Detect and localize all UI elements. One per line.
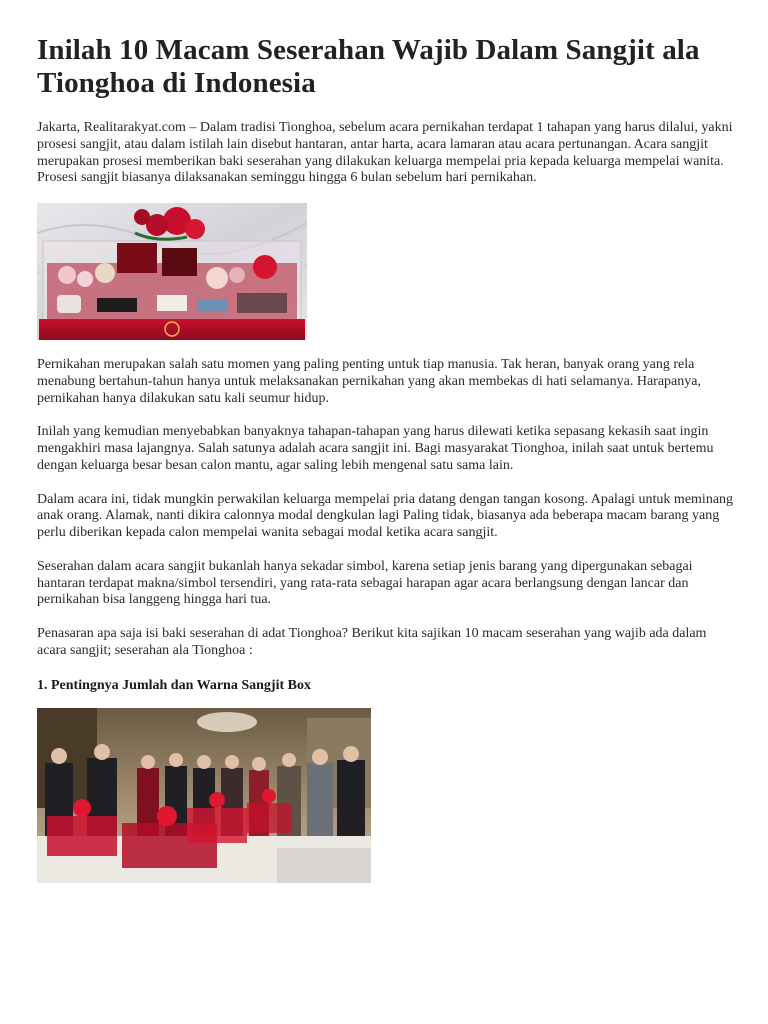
paragraph-6: Penasaran apa saja isi baki seserahan di adat Tionghoa? Berikut kita sajikan 10 macam seserahan yang wajib ada dalam acara sangjit; seserahan ala Tionghoa : (37, 625, 707, 658)
paragraph-5: Seserahan dalam acara sangjit bukanlah hanya sekadar simbol, karena setiap jenis barang yang dipergunakan sebagai hantaran terdapat makna/simbol tersendiri, yang rata-rata sebagai harapan agar acara berlangsung dengan lancar dan pernikahan bisa langgeng hingga hari tua. (37, 558, 693, 608)
paragraph-2: Pernikahan merupakan salah satu momen yang paling penting untuk tiap manusia. Tak heran, banyak orang yang rela menabung bertahun-tahun hanya untuk melaksanakan pernikahan yang akan membekas di hati selamanya. Harapanya, pernikahan hanya dilakukan satu kali seumur hidup. (37, 357, 701, 406)
sangjit-group-photo (37, 708, 371, 883)
paragraph-3: Inilah yang kemudian menyebabkan banyaknya tahapan-tahapan yang harus dilewati ketika sepasang kekasih saat ingin mengakhiri masa lajangnya. Salah satunya adalah acara sangjit ini. Bagi masyarakat Tionghoa, inilah saat untuk bertemu dengan keluarga besar besan calon mantu, agar saling lebih mengenal satu sama lain. (37, 424, 714, 473)
article (37, 34, 737, 883)
sangjit-box-photo (37, 203, 307, 340)
paragraph-intro: Jakarta, Realitarakyat.com – Dalam tradisi Tionghoa, sebelum acara pernikahan terdapat 1 tahapan yang harus dilalui, yakni prosesi sangjit, atau dalam istilah lain disebut hantaran, antar harta, acara lamaran atau acara pertunangan. Acara sangjit merupakan prosesi memberikan baki seserahan yang dilakukan keluarga mempelai pria kepada keluarga mempelai wanita. Prosesi sangjit biasanya dilaksanakan seminggu hingga 6 bulan sebelum hari pernikahan. (37, 120, 733, 186)
paragraph-4: Dalam acara ini, tidak mungkin perwakilan keluarga mempelai pria datang dengan tangan kosong. Apalagi untuk meminang anak orang. Alamak, nanti dikira calonnya modal dengkulan lagi Paling tidak, biasanya ada beberapa macam barang yang perlu diberikan kepada calon mempelai wanita sebagai modal ketika acara sangjit. (37, 491, 734, 541)
article-title: Inilah 10 Macam Seserahan Wajib Dalam Sangjit ala Tionghoa di Indonesia (37, 34, 700, 99)
subheading-1: 1. Pentingnya Jumlah dan Warna Sangjit Box (37, 677, 311, 693)
